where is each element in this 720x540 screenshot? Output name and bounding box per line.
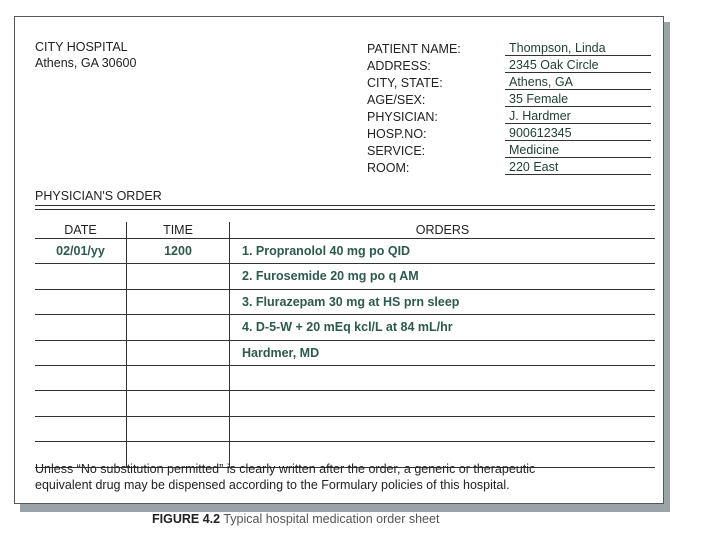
figure-label: FIGURE 4.2 — [152, 512, 221, 526]
cell-order: Hardmer, MD — [242, 345, 320, 360]
table-row — [35, 290, 655, 315]
header-date: DATE — [35, 222, 127, 238]
cell-order: 3. Flurazepam 30 mg at HS prn sleep — [242, 294, 460, 309]
orders-table — [35, 222, 655, 468]
table-row — [35, 239, 655, 264]
cell-order: 1. Propranolol 40 mg po QID — [242, 244, 411, 258]
cell-time — [127, 290, 230, 314]
substitution-footnote — [35, 461, 661, 493]
cell-date — [35, 264, 127, 288]
table-row — [35, 315, 655, 340]
medication-order-sheet — [14, 16, 664, 504]
table-row — [35, 341, 655, 366]
hospital-name: CITY HOSPITAL — [35, 40, 128, 54]
field-label: PHYSICIAN: — [367, 110, 438, 124]
header-orders: ORDERS — [415, 223, 470, 237]
field-value: 220 East — [505, 160, 651, 175]
field-value: Medicine — [505, 143, 651, 158]
cell-date: 02/01/yy — [35, 239, 127, 263]
header-time: TIME — [127, 222, 230, 238]
divider — [35, 209, 655, 210]
cell-order — [230, 417, 655, 441]
cell-order — [230, 366, 655, 390]
figure-caption-text: Typical hospital medication order sheet — [223, 512, 440, 526]
cell-time — [127, 341, 230, 365]
cell-date — [35, 341, 127, 365]
patient-field — [367, 124, 651, 141]
cell-order: 4. D-5-W + 20 mEq kcl/L at 84 mL/hr — [242, 320, 453, 335]
figure-caption — [152, 512, 439, 526]
cell-time — [127, 366, 230, 390]
hospital-header — [35, 39, 136, 71]
patient-field — [367, 158, 651, 175]
field-label: AGE/SEX: — [367, 93, 426, 107]
patient-field — [367, 56, 651, 73]
field-label: ROOM: — [367, 161, 410, 175]
table-row — [35, 264, 655, 289]
table-header — [35, 222, 655, 239]
field-label: SERVICE: — [367, 144, 426, 158]
table-row — [35, 417, 655, 442]
cell-date — [35, 315, 127, 339]
field-value: 2345 Oak Circle — [505, 58, 651, 73]
field-label: PATIENT NAME: — [367, 42, 461, 56]
divider — [35, 205, 655, 206]
table-row — [35, 366, 655, 391]
cell-order — [230, 391, 655, 415]
patient-field — [367, 141, 651, 158]
patient-field — [367, 73, 651, 90]
cell-date — [35, 366, 127, 390]
cell-time — [127, 417, 230, 441]
field-value: 900612345 — [505, 126, 651, 141]
field-value: Thompson, Linda — [505, 41, 651, 56]
field-label: ADDRESS: — [367, 59, 431, 73]
hospital-address: Athens, GA 30600 — [35, 56, 137, 70]
cell-time — [127, 264, 230, 288]
patient-field — [367, 90, 651, 107]
cell-order: 2. Furosemide 20 mg po q AM — [242, 269, 419, 284]
cell-time: 1200 — [127, 239, 230, 263]
patient-info — [367, 39, 651, 175]
field-value: J. Hardmer — [505, 109, 651, 124]
field-value: 35 Female — [505, 92, 651, 107]
field-label: HOSP.NO: — [367, 127, 427, 141]
footnote-line: equivalent drug may be dispensed according to the Formulary policies of this hospital. — [35, 478, 510, 492]
footnote-line: Unless “No substitution permitted” is clearly written after the order, a generic or therapeutic — [35, 462, 536, 476]
table-row — [35, 391, 655, 416]
field-label: CITY, STATE: — [367, 76, 443, 90]
cell-time — [127, 315, 230, 339]
cell-date — [35, 290, 127, 314]
patient-field — [367, 107, 651, 124]
cell-date — [35, 391, 127, 415]
field-value: Athens, GA — [505, 75, 651, 90]
cell-time — [127, 391, 230, 415]
physician-order-title: PHYSICIAN'S ORDER — [35, 189, 162, 203]
patient-field — [367, 39, 651, 56]
cell-date — [35, 417, 127, 441]
